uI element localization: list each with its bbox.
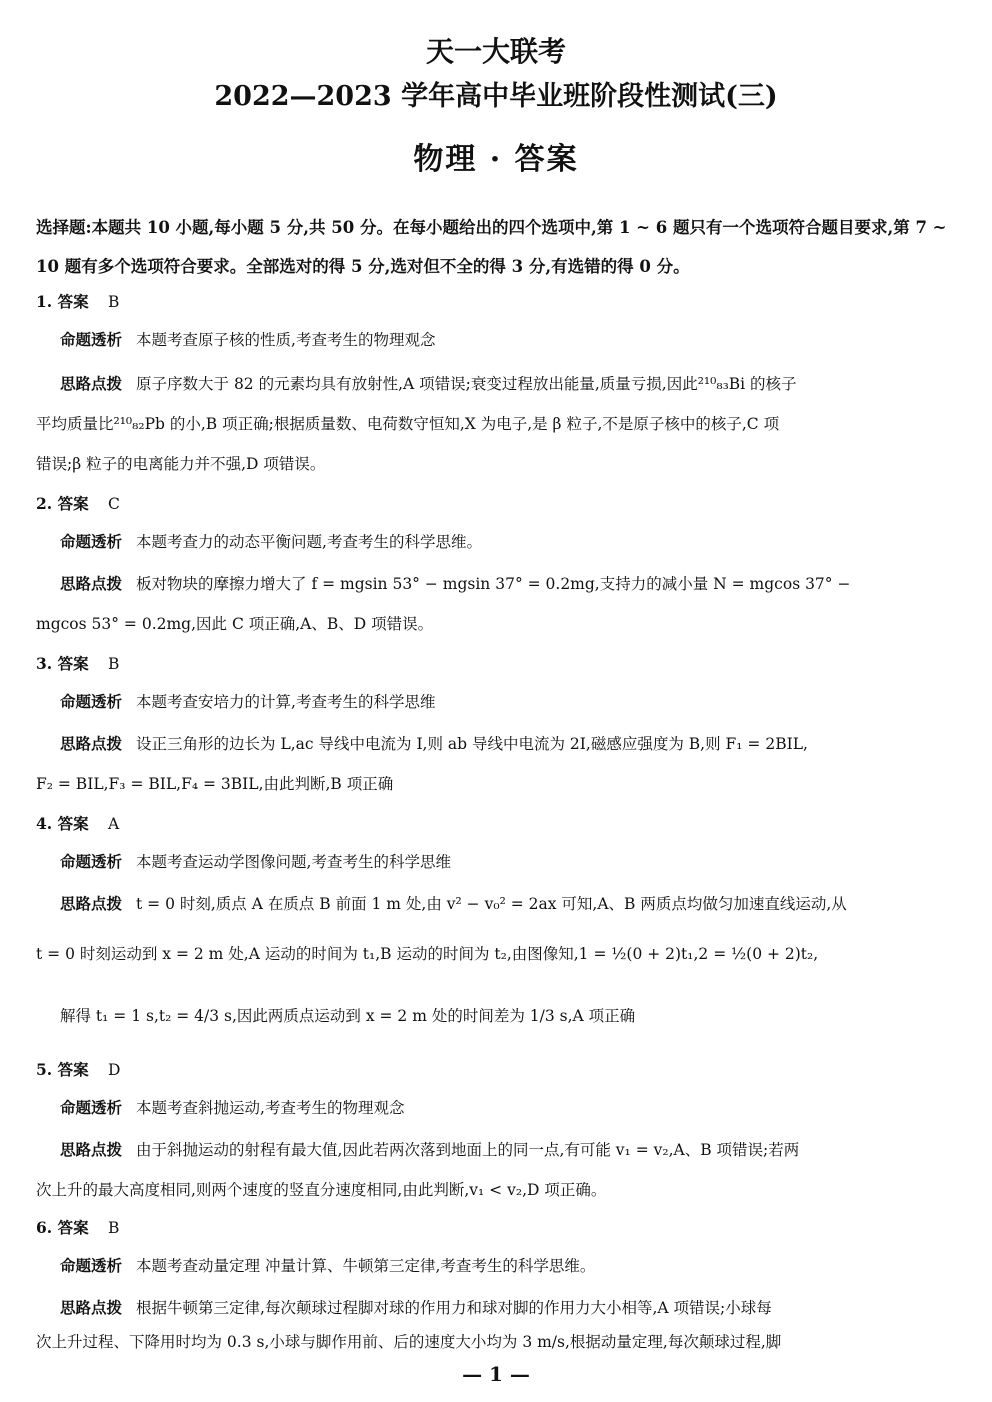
question-3-hint-line-1 [60,724,960,764]
answer-label: 答案 [57,1218,89,1237]
purpose-text: 本题考查力的动态平衡问题,考查考生的科学思维。 [136,533,482,551]
question-4-purpose [60,842,960,882]
question-1-hint-line-1 [60,364,960,404]
answer-label: 答案 [57,292,89,311]
question-4-hint-line-3: 解得 t₁ = 1 s,t₂ = 4/3 s,因此两质点运动到 x = 2 m 处的时间差为 1/3 s,A 项正确 [60,1007,636,1025]
question-2-hint-line-1 [60,564,960,604]
purpose-label: 命题透析 [60,330,123,349]
question-5-purpose [60,1088,960,1128]
hint-label: 思路点拨 [60,894,123,913]
question-number: 1. [36,292,53,311]
hint-text: 板对物块的摩擦力增大了 f = mgsin 53° − mgsin 37° = 0.2mg,支持力的减小量 N = mgcos 37° − [136,575,851,593]
answer-value: A [108,815,120,833]
purpose-label: 命题透析 [60,852,123,871]
purpose-label: 命题透析 [60,1256,123,1275]
question-1-hint-line-3: 错误;β 粒子的电离能力并不强,D 项错误。 [36,455,326,473]
question-4-hint-line-1 [60,884,960,924]
answer-value: B [108,655,120,673]
question-4-answer [36,812,119,834]
answer-label: 答案 [57,494,89,513]
question-number: 6. [36,1218,53,1237]
question-2-hint-line-2: mgcos 53° = 0.2mg,因此 C 项正确,A、B、D 项错误。 [36,615,434,633]
hint-text: 根据牛顿第三定律,每次颠球过程脚对球的作用力和球对脚的作用力大小相等,A 项错误;小球每 [136,1299,772,1317]
question-2-answer [36,492,120,514]
answer-value: B [108,293,120,311]
page-number: — 1 — [462,1362,530,1386]
question-3-purpose [60,682,960,722]
hint-label: 思路点拨 [60,1298,123,1317]
section-intro: 选择题:本题共 10 小题,每小题 5 分,共 50 分。在每小题给出的四个选项中,第 1 ~ 6 题只有一个选项符合题目要求,第 7 ~ 10 题有多个选项符合要求。全部选对的得 5 分,选对但不全的得 3 分,有选错的得 0 分。 [36,218,947,276]
question-6-purpose [60,1246,960,1286]
question-5-answer [36,1058,120,1080]
question-3-hint-line-2: F₂ = BIL,F₃ = BIL,F₄ = 3BIL,由此判断,B 项正确 [36,775,394,793]
question-1-purpose [60,320,960,360]
purpose-label: 命题透析 [60,1098,123,1117]
question-1-answer [36,290,119,312]
question-number: 2. [36,494,53,513]
purpose-text: 本题考查安培力的计算,考查考生的科学思维 [136,693,436,711]
question-5-hint-line-2: 次上升的最大高度相同,则两个速度的竖直分速度相同,由此判断,v₁ < v₂,D 项正确。 [36,1181,607,1199]
question-1-hint-line-2: 平均质量比²¹⁰₈₂Pb 的小,B 项正确;根据质量数、电荷数守恒知,X 为电子,是 β 粒子,不是原子核中的核子,C 项 [36,415,780,433]
answer-value: D [108,1061,121,1079]
purpose-text: 本题考查动量定理 冲量计算、牛顿第三定律,考查考生的科学思维。 [136,1257,596,1275]
answer-label: 答案 [57,654,89,673]
hint-label: 思路点拨 [60,1140,123,1159]
answer-label: 答案 [57,1060,89,1079]
hint-text: t = 0 时刻,质点 A 在质点 B 前面 1 m 处,由 v² − v₀² = 2ax 可知,A、B 两质点均做匀加速直线运动,从 [136,895,847,913]
hint-label: 思路点拨 [60,734,123,753]
hint-text: 原子序数大于 82 的元素均具有放射性,A 项错误;衰变过程放出能量,质量亏损,因此²¹⁰₈₃Bi 的核子 [136,375,797,393]
purpose-text: 本题考查运动学图像问题,考查考生的科学思维 [136,853,451,871]
purpose-text: 本题考查斜抛运动,考查考生的物理观念 [136,1099,405,1117]
question-3-answer [36,652,119,674]
hint-text: 由于斜抛运动的射程有最大值,因此若两次落到地面上的同一点,有可能 v₁ = v₂,A、B 项错误;若两 [136,1141,800,1159]
question-6-hint-line-2: 次上升过程、下降用时均为 0.3 s,小球与脚作用前、后的速度大小均为 3 m/s,根据动量定理,每次颠球过程,脚 [36,1333,782,1351]
exam-title: 2022—2023 学年高中毕业班阶段性测试(三) [214,81,778,112]
exam-organizer: 天一大联考 [425,35,566,68]
question-2-purpose [60,522,960,562]
purpose-label: 命题透析 [60,532,123,551]
answer-label: 答案 [57,814,89,833]
purpose-text: 本题考查原子核的性质,考查考生的物理观念 [136,331,436,349]
question-number: 5. [36,1060,53,1079]
question-5-hint-line-1 [60,1130,960,1170]
question-4-hint-line-2: t = 0 时刻运动到 x = 2 m 处,A 运动的时间为 t₁,B 运动的时间为 t₂,由图像知,1 = ½(0 + 2)t₁,2 = ½(0 + 2)t₂, [36,945,819,963]
hint-label: 思路点拨 [60,374,123,393]
question-number: 3. [36,654,53,673]
answer-value: B [108,1219,120,1237]
question-6-answer [36,1216,119,1238]
answer-value: C [108,495,120,513]
subject-title: 物理 · 答案 [413,142,579,177]
hint-text: 设正三角形的边长为 L,ac 导线中电流为 I,则 ab 导线中电流为 2I,磁感应强度为 B,则 F₁ = 2BIL, [136,735,808,753]
hint-label: 思路点拨 [60,574,123,593]
question-number: 4. [36,814,53,833]
purpose-label: 命题透析 [60,692,123,711]
